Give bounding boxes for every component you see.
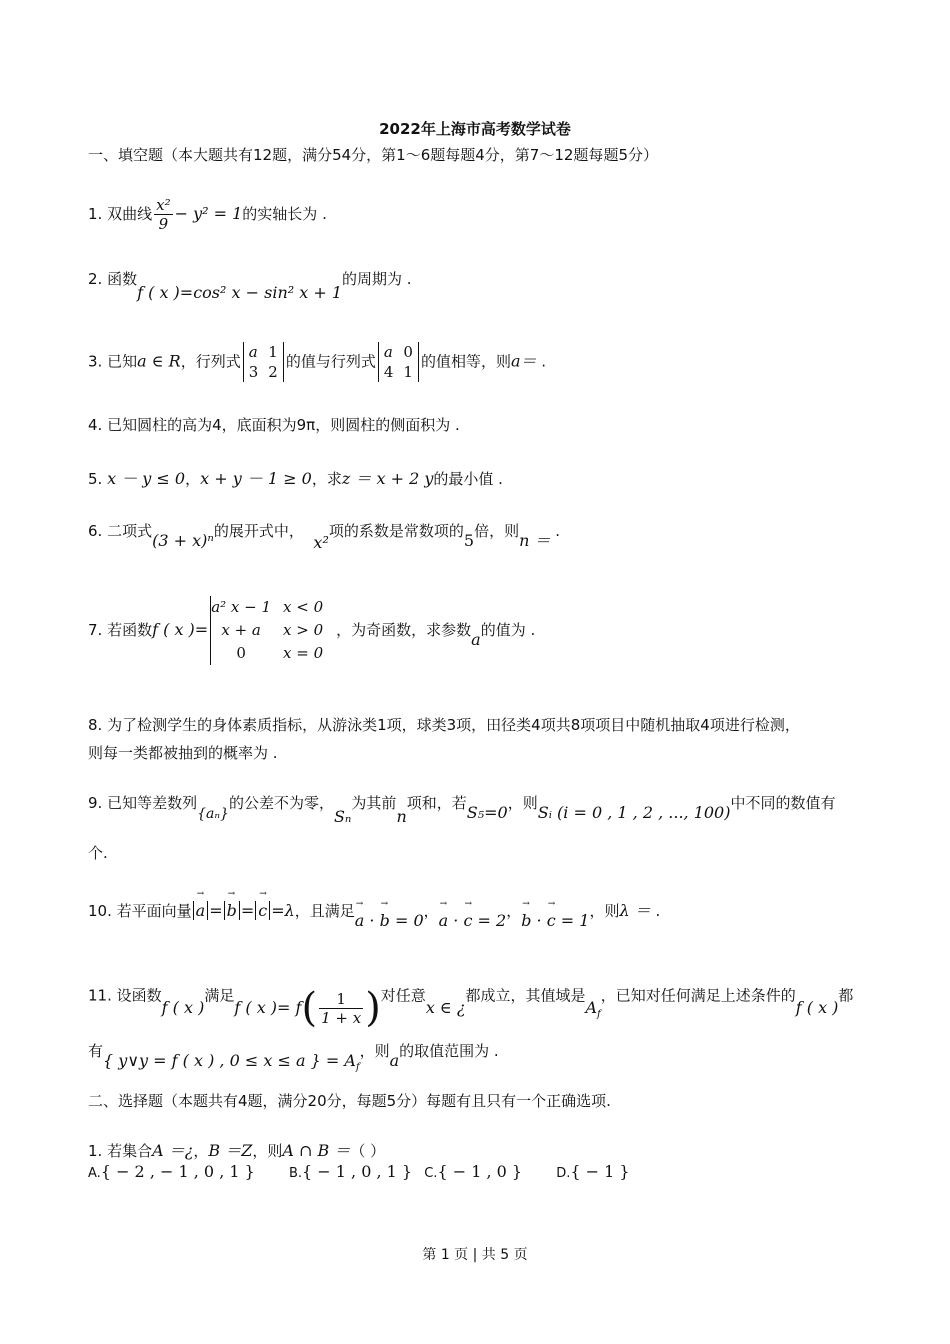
q11-line-2 xyxy=(88,1040,499,1074)
q11-af: A xyxy=(585,997,598,1017)
question-7 xyxy=(88,596,535,665)
mc1-option-d[interactable] xyxy=(556,1162,630,1181)
q6-text-4: 倍，则 xyxy=(474,522,520,540)
section-fill-in-header: 一、填空题（本大题共有12题，满分54分，第1～6题每题4分，第7～12题每题5分） xyxy=(88,146,658,164)
q3-determinant-2 xyxy=(378,342,419,382)
q6-multiplier: 5 xyxy=(463,531,475,550)
mc1-expression: A ∩ B ＝ xyxy=(282,1141,351,1160)
q7-param: a xyxy=(471,630,481,649)
mc1-text: 若集合 xyxy=(107,1142,153,1160)
q11-question: 的取值范围为 . xyxy=(399,1042,499,1060)
q11-left-paren: ( xyxy=(301,985,318,1031)
question-2 xyxy=(88,268,412,302)
q11-text-3: 对任意 xyxy=(380,986,426,1005)
q9-number: 9. xyxy=(88,794,103,812)
q11-af-sub: f xyxy=(597,1008,601,1020)
q4-text: 已知圆柱的高为4，底面积为9π，则圆柱的侧面积为 . xyxy=(107,416,460,434)
q6-term: x² xyxy=(313,533,329,552)
q11-relation: f ( x )= f xyxy=(234,997,302,1017)
q10-dot-3: → b · → c = 1 xyxy=(521,911,589,930)
question-11 xyxy=(88,976,854,1031)
q11-set-sub: f xyxy=(355,1062,360,1074)
q7-number: 7. xyxy=(88,621,103,639)
mc1-number: 1. xyxy=(88,1142,103,1160)
q6-text: 二项式 xyxy=(107,522,153,540)
q1-text: 双曲线 xyxy=(107,205,153,223)
q1-question: 的实轴长为 . xyxy=(242,205,327,223)
q4-number: 4. xyxy=(88,416,103,434)
q11-right-paren: ) xyxy=(365,985,381,1031)
q11-var: a xyxy=(389,1051,400,1070)
q7-text: 若函数 xyxy=(107,621,153,639)
q7-case-2-expr: x + a xyxy=(221,621,261,639)
q11-fraction-group xyxy=(301,985,381,1031)
q8-text-line-1: 为了检测学生的身体素质指标，从游泳类1项，球类3项，田径类4项共8项项目中随机抽取4项进行检测， xyxy=(107,716,800,734)
q3-text-4: 的值相等，则 xyxy=(420,352,511,371)
q3-text-2: ，行列式 xyxy=(180,352,241,371)
section-choice-header: 二、选择题（本题共有4题，满分20分，每题5分）每题有且只有一个正确选项. xyxy=(88,1092,611,1110)
q2-function: f ( x )=cos² x − sin² x + 1 xyxy=(137,283,343,302)
q9-text-2: 的公差不为零， xyxy=(228,794,334,812)
q11-text-7: 有 xyxy=(88,1042,104,1060)
q11-text: 设函数 xyxy=(116,986,162,1005)
q1-fraction: $\frac{\text{x²}}{9}$ xyxy=(156,196,171,233)
det1-d: 2 xyxy=(268,363,278,381)
page-footer: 第 1 页 | 共 5 页 xyxy=(422,1247,528,1263)
q7-case-1-expr: a² x − 1 xyxy=(211,598,272,616)
q7-piecewise xyxy=(210,596,336,665)
q11-set xyxy=(103,1051,360,1074)
q6-text-3: 项的系数是常数项的 xyxy=(328,522,464,540)
question-8 xyxy=(88,714,800,735)
q9-text-6: 中不同的数值有 xyxy=(730,794,836,812)
q5-objective: z ＝ x + 2 y xyxy=(341,469,434,488)
q10-norm-equation: → a =→ b =→ c =λ xyxy=(192,901,295,920)
option-b-value: { − 1 , 0 , 1 } xyxy=(302,1162,413,1181)
q9-text-5: ，则 xyxy=(507,794,538,812)
q2-text: 函数 xyxy=(107,270,138,288)
mc1-paren: （ ） xyxy=(350,1142,386,1160)
q6-binomial: (3 + x)ⁿ xyxy=(152,531,214,550)
q10-answer-var: λ ＝ xyxy=(619,901,651,920)
q8-text-line-2: 则每一类都被抽到的概率为 . xyxy=(88,744,278,762)
question-4 xyxy=(88,414,460,435)
q10-number: 10. xyxy=(88,902,112,920)
q3-determinant-1 xyxy=(243,342,284,382)
q7-case-1-cond: x < 0 xyxy=(283,598,324,616)
q9-s5: S₅=0 xyxy=(466,803,508,822)
q11-text-2: 满足 xyxy=(204,986,235,1005)
q11-text-4: 都成立，其值域是 xyxy=(465,986,586,1005)
mc1-option-a[interactable] xyxy=(88,1162,255,1181)
det1-b: 1 xyxy=(268,343,278,361)
q6-text-2: 的展开式中， xyxy=(213,522,304,540)
q9-text-4: 项和，若 xyxy=(406,794,467,812)
q11-text-6: 都 xyxy=(838,986,854,1005)
det2-d: 1 xyxy=(403,363,413,381)
q11-function: f ( x ) xyxy=(161,997,205,1017)
q9-sn: Sₙ xyxy=(333,807,352,826)
choice-question-1: 1. 若集合A ＝¿，B ＝Z，则A ∩ B ＝（ ） xyxy=(88,1141,386,1160)
q5-constraint-1: x － y ≤ 0 xyxy=(107,469,186,488)
q9-si-set: Sᵢ (i = 0 , 1 , 2 , ..., 100) xyxy=(537,803,731,822)
q6-answer-var: n ＝ xyxy=(519,531,551,550)
option-d-value: { − 1 } xyxy=(570,1162,630,1181)
q10-text-3: ，则 xyxy=(589,902,620,920)
mc1-set-a: A ＝¿ xyxy=(152,1141,194,1160)
det1-a: a xyxy=(248,343,258,361)
q11-fraction: $\frac{1}{1 + x}$ xyxy=(321,989,362,1027)
q10-dot-2: → a · → c = 2 xyxy=(439,911,507,930)
q7-case-3-cond: x = 0 xyxy=(283,644,324,662)
det1-c: 3 xyxy=(248,363,259,381)
q11-text-5: ，已知对任何满足上述条件的 xyxy=(600,986,796,1005)
question-9 xyxy=(88,792,836,826)
q6-blank: . xyxy=(550,522,561,540)
q10-dot-1: → a · → b = 0 xyxy=(355,911,424,930)
q9-text-3: 为其前 xyxy=(351,794,397,812)
mc1-text-2: ，则 xyxy=(252,1142,283,1160)
mc1-option-b[interactable] xyxy=(288,1162,413,1181)
question-10: 10. 若平面向量→ a =→ b =→ c =λ，且满足→ a · → b = 0，→ a · → c = 2，→ b · → c = 1，则λ ＝ . xyxy=(88,898,660,921)
q11-range-symbol xyxy=(585,997,601,1020)
mc1-options xyxy=(88,1162,630,1181)
q7-question: 的值为 . xyxy=(480,621,536,639)
q5-question: 的最小值 . xyxy=(433,470,503,488)
q7-case-3-expr: 0 xyxy=(236,644,246,662)
q5-constraint-2: x + y － 1 ≥ 0 xyxy=(200,469,312,488)
q2-number: 2. xyxy=(88,270,103,288)
q7-function-lhs: f ( x )= xyxy=(152,620,209,639)
q5-number: 5. xyxy=(88,470,103,488)
q1-number: 1. xyxy=(88,205,103,223)
q9-text-line-2: 个. xyxy=(88,844,108,862)
q3-blank: . xyxy=(536,352,547,371)
q10-text: 若平面向量 xyxy=(116,902,192,920)
q9-sequence: {aₙ} xyxy=(197,806,229,822)
exam-title: 2022年上海市高考数学试卷 xyxy=(379,120,571,138)
det2-a: a xyxy=(383,343,393,361)
q10-text-2: ，且满足 xyxy=(294,902,355,920)
q3-answer-var: a＝ xyxy=(510,351,537,371)
q11-text-8: ，则 xyxy=(359,1042,390,1060)
q8-number: 8. xyxy=(88,716,103,734)
question-5: 5. x － y ≤ 0，x + y － 1 ≥ 0，求z ＝ x + 2 y的最小值 . xyxy=(88,469,503,488)
option-c-label: C. xyxy=(424,1166,438,1181)
q3-text: 已知 xyxy=(107,352,138,371)
q11-set-text: { y∨y = f ( x ) , 0 ≤ x ≤ a } = A xyxy=(103,1051,356,1070)
mc1-option-c[interactable] xyxy=(424,1162,523,1181)
q7-text-2: ，为奇函数，求参数 xyxy=(336,621,472,639)
option-a-value: { − 2 , − 1 , 0 , 1 } xyxy=(100,1162,255,1181)
q9-n: n xyxy=(396,807,407,826)
option-d-label: D. xyxy=(556,1166,571,1181)
det2-b: 0 xyxy=(403,343,413,361)
option-b-label: B. xyxy=(288,1166,303,1181)
q6-number: 6. xyxy=(88,522,103,540)
q3-text-3: 的值与行列式 xyxy=(285,352,376,371)
q7-case-2-cond: x > 0 xyxy=(283,621,324,639)
mc1-set-b: B ＝Z xyxy=(208,1141,253,1160)
q10-blank: . xyxy=(650,902,661,920)
question-1 xyxy=(88,196,327,233)
det2-c: 4 xyxy=(383,363,394,381)
q11-domain: x ∈ ¿ xyxy=(425,997,466,1017)
q9-text: 已知等差数列 xyxy=(107,794,198,812)
option-c-value: { − 1 , 0 } xyxy=(437,1162,523,1181)
q3-number: 3. xyxy=(88,352,103,371)
question-6 xyxy=(88,518,561,552)
option-a-label: A. xyxy=(88,1166,101,1181)
q1-equation: − y² = 1 xyxy=(174,204,243,223)
q5-text: ，求 xyxy=(311,470,342,488)
q11-number: 11. xyxy=(88,986,112,1005)
q2-question: 的周期为 . xyxy=(342,270,412,288)
q11-function-2: f ( x ) xyxy=(795,997,839,1017)
q3-condition: a ∈ R xyxy=(137,351,181,371)
question-3 xyxy=(88,342,546,382)
